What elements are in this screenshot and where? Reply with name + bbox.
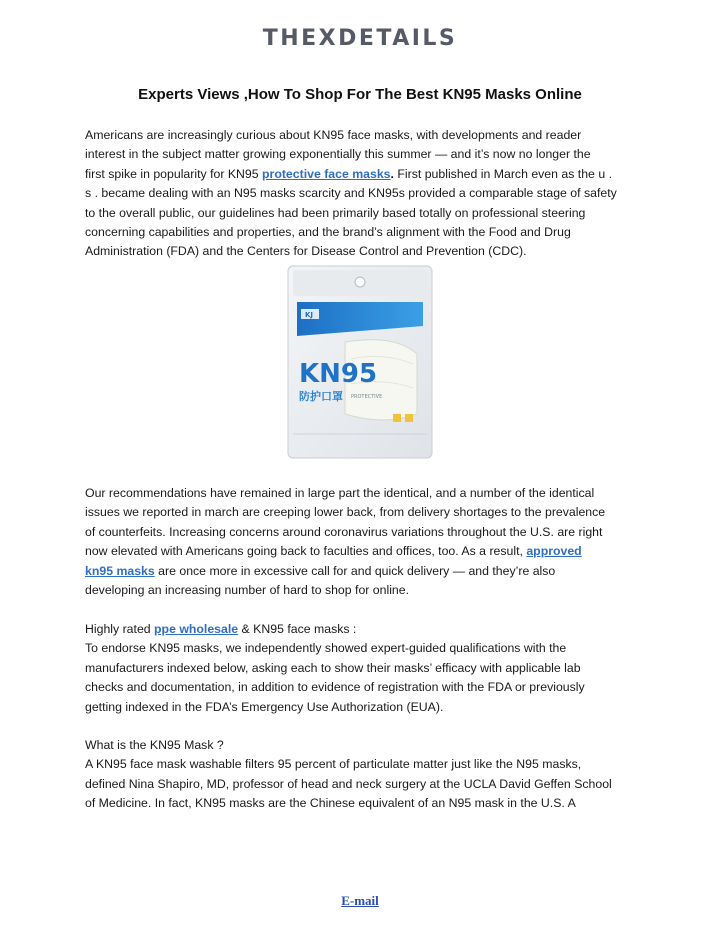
text-line: Americans are increasingly curious about KN95 face masks, with developments and reader: [85, 128, 582, 142]
text-line: [85, 620, 640, 639]
text-segment: Highly rated: [85, 622, 155, 636]
text-segment: & KN95 face masks :: [238, 622, 357, 636]
text-line: to the overall public, our guidelines had been primarily based totally on professional steering: [85, 205, 586, 220]
text-segment: are once more in excessive call for and quick delivery — and they’re also: [154, 563, 556, 578]
site-brand: THEXDETAILS: [262, 26, 458, 51]
text-line: issues we reported in march are creeping lower back, from delivery shortages to the prevalence: [85, 505, 606, 520]
section-heading: What is the KN95 Mask ?: [85, 738, 224, 752]
text-line: concerning capabilities and properties, and the brand’s alignment with the Food and Drug: [85, 225, 571, 240]
kn95-package-illustration: [285, 264, 435, 460]
package-subtitle-text: 防护口罩: [299, 390, 343, 403]
email-link[interactable]: E-mail: [341, 893, 379, 908]
text-line: developing an increasing number of hard to shop for online.: [85, 583, 410, 598]
package-protective-text: PROTECTIVE: [351, 394, 383, 400]
text-line: Our recommendations have remained in large part the identical, and a number of the identical: [85, 486, 595, 500]
text-segment: first spike in popularity for KN95: [85, 166, 263, 181]
approved-kn95-masks-link-continued[interactable]: kn95 masks: [85, 563, 155, 578]
text-line: defined Nina Shapiro, MD, professor of head and neck surgery at the UCLA David Geffen School: [85, 776, 612, 791]
page-title: Experts Views ,How To Shop For The Best KN95 Masks Online: [138, 86, 582, 103]
paragraph-recommendations: [85, 484, 640, 600]
package-brand-text: KJ: [305, 311, 314, 319]
text-line: s . became dealing with an N95 masks scarcity and KN95s provided a comparable stage of safety: [85, 186, 617, 201]
text-line: Administration (FDA) and the Centers for Disease Control and Prevention (CDC).: [85, 244, 527, 259]
text-segment: First published in March even as the u .: [393, 166, 612, 181]
text-line: [85, 542, 640, 561]
text-line: [85, 562, 640, 581]
text-line: of Medicine. In fact, KN95 masks are the Chinese equivalent of an N95 mask in the U.S. A: [85, 796, 576, 811]
text-line: interest in the subject matter growing exponentially this summer — and it’s now no longer the: [85, 147, 591, 162]
protective-face-masks-link[interactable]: protective face masks: [262, 166, 391, 181]
text-line: of counterfeits. Increasing concerns around coronavirus variations throughout the U.S. are right: [85, 524, 603, 539]
text-line: A KN95 face mask washable filters 95 percent of particulate matter just like the N95 masks,: [85, 757, 582, 772]
text-line: [85, 165, 640, 184]
package-kn95-text: KN95: [299, 359, 378, 389]
ppe-wholesale-link[interactable]: ppe wholesale: [154, 622, 239, 636]
text-segment: now elevated with Americans going back to faculties and offices, too. As a result,: [85, 544, 527, 559]
approved-kn95-masks-link[interactable]: approved: [526, 544, 582, 559]
paragraph-intro: [85, 126, 640, 262]
paragraph-highly-rated: [85, 620, 640, 717]
paragraph-what-is-kn95: [85, 736, 640, 814]
text-line: getting indexed in the FDA’s Emergency Use Authorization (EUA).: [85, 699, 444, 714]
text-line: manufacturers indexed below, asking each to show their masks’ efficacy with applicable lab: [85, 660, 581, 675]
text-line: checks and documentation, in addition to evidence of registration with the FDA or previously: [85, 680, 585, 695]
kn95-product-image: [285, 264, 435, 460]
text-segment: .: [390, 166, 394, 181]
text-line: To endorse KN95 masks, we independently showed expert-guided qualifications with the: [85, 641, 567, 656]
